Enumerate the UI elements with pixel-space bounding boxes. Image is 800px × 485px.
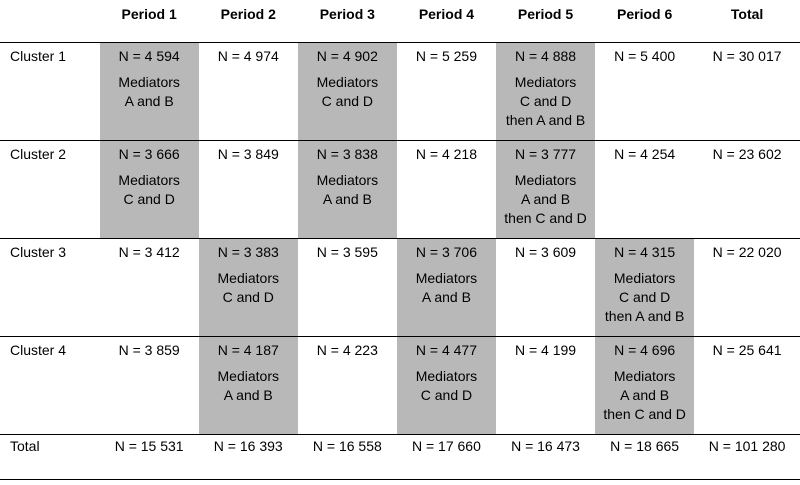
- mediator-note: [496, 171, 595, 228]
- cluster-label-text: Cluster 4: [10, 342, 67, 358]
- sample-size: N = 3 609: [514, 244, 577, 260]
- period-total-value: N = 101 280: [708, 438, 786, 454]
- period-cell: [397, 337, 496, 435]
- period-total-value: N = 16 473: [511, 438, 580, 454]
- mediator-line: A and B: [521, 191, 571, 207]
- header-total: Total: [694, 0, 800, 43]
- mediator-line: Mediators: [316, 74, 379, 90]
- period-cell: [496, 239, 595, 337]
- mediator-line: C and D: [123, 191, 175, 207]
- mediator-note: [595, 269, 694, 326]
- header-period-5: Period 5: [496, 0, 595, 43]
- sample-size: N = 4 974: [217, 48, 279, 64]
- mediator-line: Mediators: [415, 270, 478, 286]
- row-total-value: N = 22 020: [712, 244, 782, 260]
- sample-size: N = 5 400: [614, 48, 676, 64]
- mediator-line: A and B: [124, 93, 174, 109]
- period-cell: [496, 337, 595, 435]
- cluster-label: [0, 337, 100, 435]
- sample-size: N = 4 696: [614, 342, 676, 358]
- period-total: [595, 435, 694, 480]
- header-period-2: Period 2: [199, 0, 298, 43]
- header-period-4: Period 4: [397, 0, 496, 43]
- cluster-label-text: Cluster 1: [10, 48, 67, 64]
- period-total-value: N = 18 665: [610, 438, 680, 454]
- mediator-line: Mediators: [316, 172, 379, 188]
- sample-size: N = 4 594: [118, 48, 180, 64]
- sample-size: N = 4 902: [316, 48, 378, 64]
- row-total-value: N = 25 641: [712, 342, 782, 358]
- sample-size: N = 5 259: [415, 48, 477, 64]
- period-cell: [199, 239, 298, 337]
- row-total-value: N = 30 017: [712, 48, 782, 64]
- sample-size: N = 4 218: [415, 146, 477, 162]
- period-cell: [100, 141, 199, 239]
- cluster-row: [0, 337, 800, 435]
- sample-size: N = 3 666: [118, 146, 180, 162]
- period-total-value: N = 15 531: [114, 438, 184, 454]
- period-cell: [298, 141, 397, 239]
- sample-size: N = 4 199: [514, 342, 577, 358]
- period-cell: [397, 239, 496, 337]
- row-total: [694, 141, 800, 239]
- cluster-label-text: Cluster 2: [10, 146, 67, 162]
- mediator-note: [199, 269, 298, 307]
- mediator-line: A and B: [322, 191, 372, 207]
- period-cell: [397, 43, 496, 141]
- period-cell: [595, 337, 694, 435]
- mediator-line: A and B: [620, 387, 670, 403]
- mediator-line: Mediators: [613, 270, 676, 286]
- totals-label: [0, 435, 100, 480]
- period-cell: [496, 43, 595, 141]
- mediator-line: Mediators: [613, 368, 676, 384]
- row-total: [694, 239, 800, 337]
- header-corner: [0, 0, 100, 43]
- period-cell: [595, 239, 694, 337]
- period-cell: [199, 43, 298, 141]
- sample-size: N = 4 187: [217, 342, 279, 358]
- sample-size: N = 3 859: [118, 342, 180, 358]
- mediator-note: [199, 367, 298, 405]
- period-total: [496, 435, 595, 480]
- period-cell: [595, 141, 694, 239]
- sample-size: N = 3 838: [316, 146, 378, 162]
- mediator-line: Mediators: [415, 368, 478, 384]
- period-cell: [595, 43, 694, 141]
- mediator-note: [298, 73, 397, 111]
- period-total: [298, 435, 397, 480]
- sample-size: N = 3 383: [217, 244, 279, 260]
- cluster-label: [0, 141, 100, 239]
- mediator-line: C and D: [420, 387, 473, 403]
- period-cell: [100, 43, 199, 141]
- period-cell: [397, 141, 496, 239]
- mediator-line: then C and D: [504, 210, 587, 226]
- totals-label-text: Total: [10, 438, 40, 454]
- mediator-line: C and D: [321, 93, 374, 109]
- mediator-line: Mediators: [217, 368, 279, 384]
- period-cell: [298, 337, 397, 435]
- sample-size: N = 4 315: [614, 244, 676, 260]
- sample-size: N = 3 777: [514, 146, 577, 162]
- period-total: [397, 435, 496, 480]
- cluster-row: [0, 239, 800, 337]
- header-row: [0, 0, 800, 43]
- period-total: [694, 435, 800, 480]
- mediator-note: [595, 367, 694, 424]
- sample-size: N = 4 254: [614, 146, 676, 162]
- mediator-note: [298, 171, 397, 209]
- period-total-value: N = 16 558: [312, 438, 382, 454]
- period-cell: [298, 43, 397, 141]
- mediator-note: [397, 367, 496, 405]
- cluster-label-text: Cluster 3: [10, 244, 67, 260]
- mediator-line: Mediators: [217, 270, 279, 286]
- period-total: [199, 435, 298, 480]
- row-total: [694, 337, 800, 435]
- sample-size: N = 3 412: [118, 244, 180, 260]
- mediator-line: Mediators: [514, 74, 577, 90]
- mediator-line: then A and B: [604, 308, 685, 324]
- mediator-line: Mediators: [118, 172, 180, 188]
- mediator-line: C and D: [519, 93, 572, 109]
- row-total-value: N = 23 602: [712, 146, 782, 162]
- sample-size: N = 3 849: [217, 146, 279, 162]
- period-cell: [298, 239, 397, 337]
- mediator-line: Mediators: [118, 74, 180, 90]
- mediator-line: C and D: [222, 289, 274, 305]
- mediator-line: Mediators: [514, 172, 577, 188]
- mediator-note: [397, 269, 496, 307]
- sample-size: N = 4 223: [316, 342, 378, 358]
- mediator-note: [100, 171, 199, 209]
- period-total: [100, 435, 199, 480]
- totals-row: [0, 435, 800, 480]
- period-cell: [199, 337, 298, 435]
- header-period-6: Period 6: [595, 0, 694, 43]
- mediator-line: then C and D: [603, 406, 686, 422]
- row-total: [694, 43, 800, 141]
- sample-size: N = 3 706: [415, 244, 477, 260]
- mediator-line: then A and B: [505, 112, 586, 128]
- period-total-value: N = 17 660: [411, 438, 481, 454]
- period-cell: [199, 141, 298, 239]
- header-period-3: Period 3: [298, 0, 397, 43]
- mediator-note: [100, 73, 199, 111]
- cluster-row: [0, 43, 800, 141]
- sample-size: N = 4 477: [415, 342, 477, 358]
- mediator-note: [496, 73, 595, 130]
- mediator-line: A and B: [223, 387, 273, 403]
- period-cell: [100, 239, 199, 337]
- sample-size: N = 3 595: [316, 244, 378, 260]
- mediator-line: A and B: [421, 289, 471, 305]
- cluster-label: [0, 239, 100, 337]
- period-cell: [496, 141, 595, 239]
- cluster-label: [0, 43, 100, 141]
- sample-size: N = 4 888: [514, 48, 577, 64]
- period-total-value: N = 16 393: [213, 438, 283, 454]
- header-period-1: Period 1: [100, 0, 199, 43]
- mediator-line: C and D: [618, 289, 671, 305]
- period-cell: [100, 337, 199, 435]
- cluster-row: [0, 141, 800, 239]
